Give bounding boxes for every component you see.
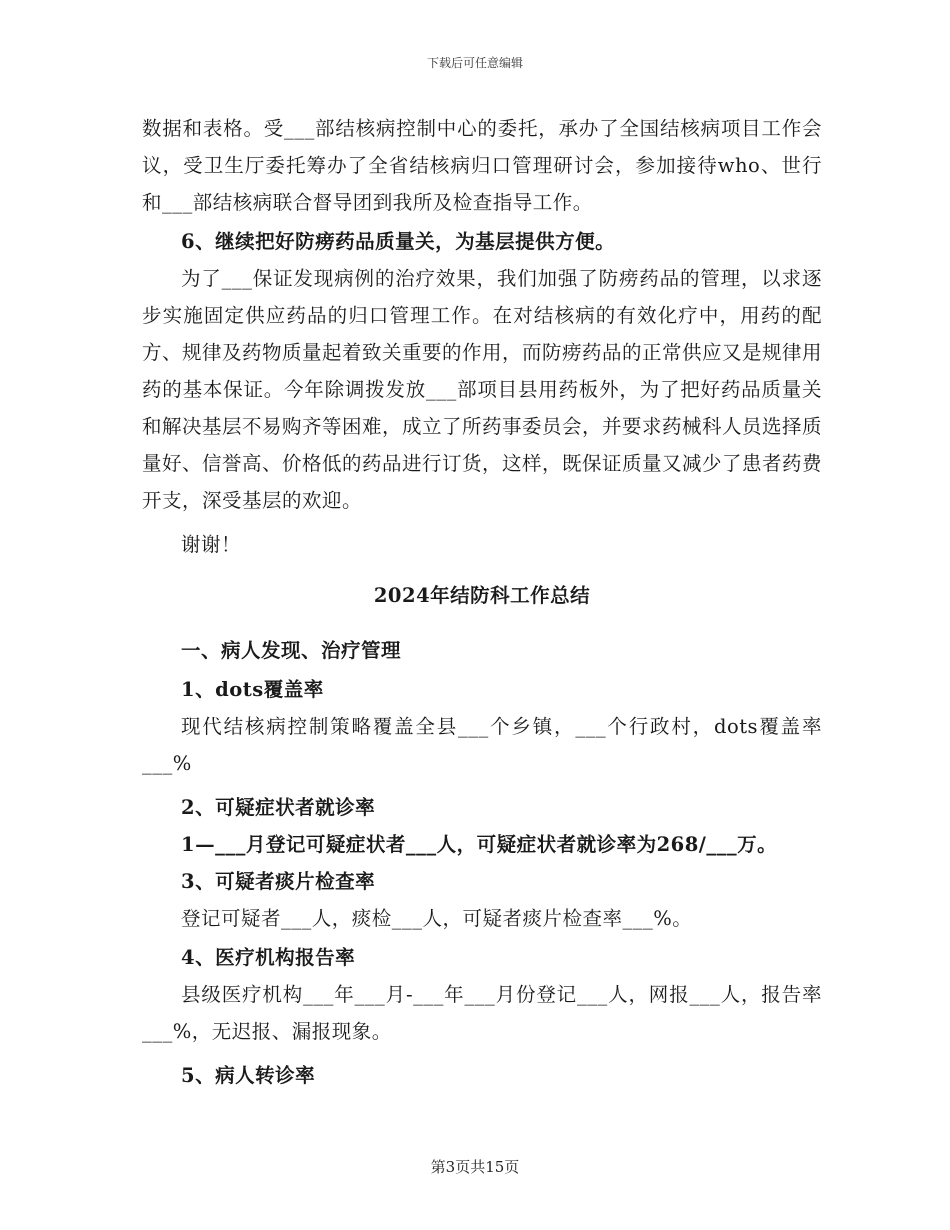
heading-section-1: 一、病人发现、治疗管理 xyxy=(181,639,402,662)
heading-suspect-visit-rate: 2、可疑症状者就诊率 xyxy=(181,796,376,819)
paragraph-suspect-visit-rate: 1—___月登记可疑症状者___人，可疑症状者就诊率为268/___万。 xyxy=(181,833,778,856)
document-body xyxy=(142,110,822,1094)
page-footer: 第3页共15页 xyxy=(430,1158,520,1176)
heading-dots-coverage: 1、dots覆盖率 xyxy=(181,678,324,701)
heading-report-rate: 4、医疗机构报告率 xyxy=(181,946,356,969)
heading-sputum-check-rate: 3、可疑者痰片检查率 xyxy=(181,870,376,893)
section-title: 2024年结防科工作总结 xyxy=(373,584,591,607)
paragraph-thanks: 谢谢！ xyxy=(181,533,242,556)
paragraph-continuation: 数据和表格。受___部结核病控制中心的委托，承办了全国结核病项目工作会议，受卫生厅委托筹办了全省结核病归口管理研讨会，参加接待who、世行和___部结核病联合督导团到我所及检查指导工作。 xyxy=(142,117,822,214)
heading-item-6: 6、继续把好防痨药品质量关，为基层提供方便。 xyxy=(181,230,616,253)
paragraph-dots-coverage: 现代结核病控制策略覆盖全县___个乡镇，___个行政村，dots覆盖率___% xyxy=(142,715,822,775)
heading-referral-rate: 5、病人转诊率 xyxy=(181,1064,316,1087)
paragraph-sputum-check-rate: 登记可疑者___人，痰检___人，可疑者痰片检查率___%。 xyxy=(181,907,693,930)
paragraph-drug-management: 为了___保证发现病例的治疗效果，我们加强了防痨药品的管理，以求逐步实施固定供应药品的归口管理工作。在对结核病的有效化疗中，用药的配方、规律及药物质量起着致关重要的作用，而防痨药品的正常供应又是规律用药的基本保证。今年除调拨发放___部项目县用药板外，为了把好药品质量关和解决基层不易购齐等困难，成立了所药事委员会，并要求药械科人员选择质量好、信誉高、价格低的药品进行订货，这样，既保证质量又减少了患者药费开支，深受基层的欢迎。 xyxy=(142,267,823,512)
page-header: 下载后可任意编辑 xyxy=(426,56,523,70)
paragraph-report-rate: 县级医疗机构___年___月-___年___月份登记___人，网报___人，报告率___%，无迟报、漏报现象。 xyxy=(142,983,822,1043)
